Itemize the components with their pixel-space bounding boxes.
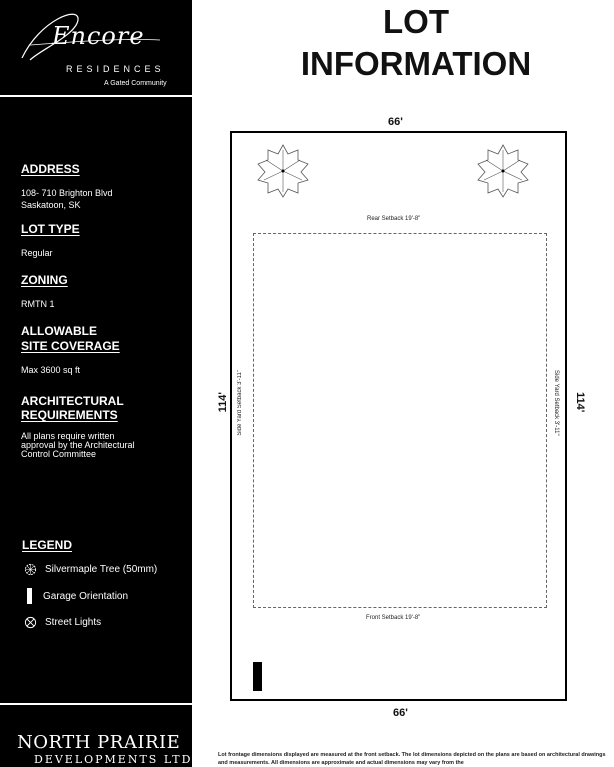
page-title-line2: INFORMATION bbox=[300, 45, 532, 82]
legend-item-garage bbox=[24, 588, 128, 604]
legend-heading: LEGEND bbox=[22, 538, 73, 552]
coverage-value: Max 3600 sq ft bbox=[21, 365, 81, 375]
top-dimension: 66' bbox=[388, 116, 403, 128]
tree-icon bbox=[474, 142, 532, 200]
tree-icon bbox=[24, 563, 37, 576]
brand-script: Encore bbox=[52, 22, 145, 50]
arch-heading-2: REQUIREMENTS bbox=[21, 408, 118, 422]
legend-item-tree bbox=[24, 563, 157, 576]
street-light-icon bbox=[24, 616, 37, 629]
brand-logo bbox=[0, 0, 192, 95]
coverage-heading-1: ALLOWABLE bbox=[21, 324, 97, 338]
address-line2: Saskatoon, SK bbox=[21, 200, 81, 210]
building-setback-envelope bbox=[253, 233, 547, 608]
legend-label: Silvermaple Tree (50mm) bbox=[45, 564, 158, 575]
zoning-heading: ZONING bbox=[21, 273, 68, 287]
legend-item-street-light bbox=[24, 616, 101, 629]
left-dimension: 114' bbox=[217, 392, 229, 413]
developer-subname: DEVELOPMENTS LTD. bbox=[34, 753, 198, 766]
sidebar bbox=[0, 0, 192, 767]
lot-type-heading: LOT TYPE bbox=[21, 222, 80, 236]
zoning-value: RMTN 1 bbox=[21, 299, 55, 309]
garage-orientation-marker bbox=[253, 662, 262, 691]
legend-label: Street Lights bbox=[45, 617, 102, 628]
lot-type-value: Regular bbox=[21, 248, 53, 258]
legend-label: Garage Orientation bbox=[43, 590, 129, 602]
arch-heading-1: ARCHITECTURAL bbox=[21, 394, 124, 408]
front-setback-label: Front Setback 19'-8" bbox=[366, 615, 421, 621]
address-heading: ADDRESS bbox=[21, 162, 80, 176]
brand-subtitle: RESIDENCES bbox=[66, 64, 165, 74]
side-setback-left-label: Side Yard Setback 3'-11" bbox=[237, 370, 243, 436]
divider bbox=[0, 95, 192, 97]
rear-setback-label: Rear Setback 19'-8" bbox=[367, 216, 421, 222]
page-title-line1: LOT bbox=[383, 3, 449, 40]
arch-value: All plans require written approval by the Architectural Control Committee bbox=[21, 431, 135, 459]
developer-name: NORTH PRAIRIE bbox=[17, 732, 181, 753]
brand-tagline: A Gated Community bbox=[104, 80, 167, 87]
divider bbox=[0, 703, 192, 705]
bottom-dimension: 66' bbox=[393, 707, 408, 719]
address-line1: 108- 710 Brighton Blvd bbox=[21, 188, 113, 198]
side-setback-right-label: Side Yard Setback 3'-11" bbox=[553, 370, 559, 436]
disclaimer-text: Lot frontage dimensions displayed are measured at the front setback. The lot dimensions depicted on the plans are based on architectural drawings and measurements. All dimensions are approximate and actual dimensions may vary from the bbox=[218, 752, 606, 766]
garage-icon bbox=[27, 588, 32, 604]
coverage-heading-2: SITE COVERAGE bbox=[21, 339, 120, 353]
tree-icon bbox=[254, 142, 312, 200]
right-dimension: 114' bbox=[574, 392, 586, 413]
